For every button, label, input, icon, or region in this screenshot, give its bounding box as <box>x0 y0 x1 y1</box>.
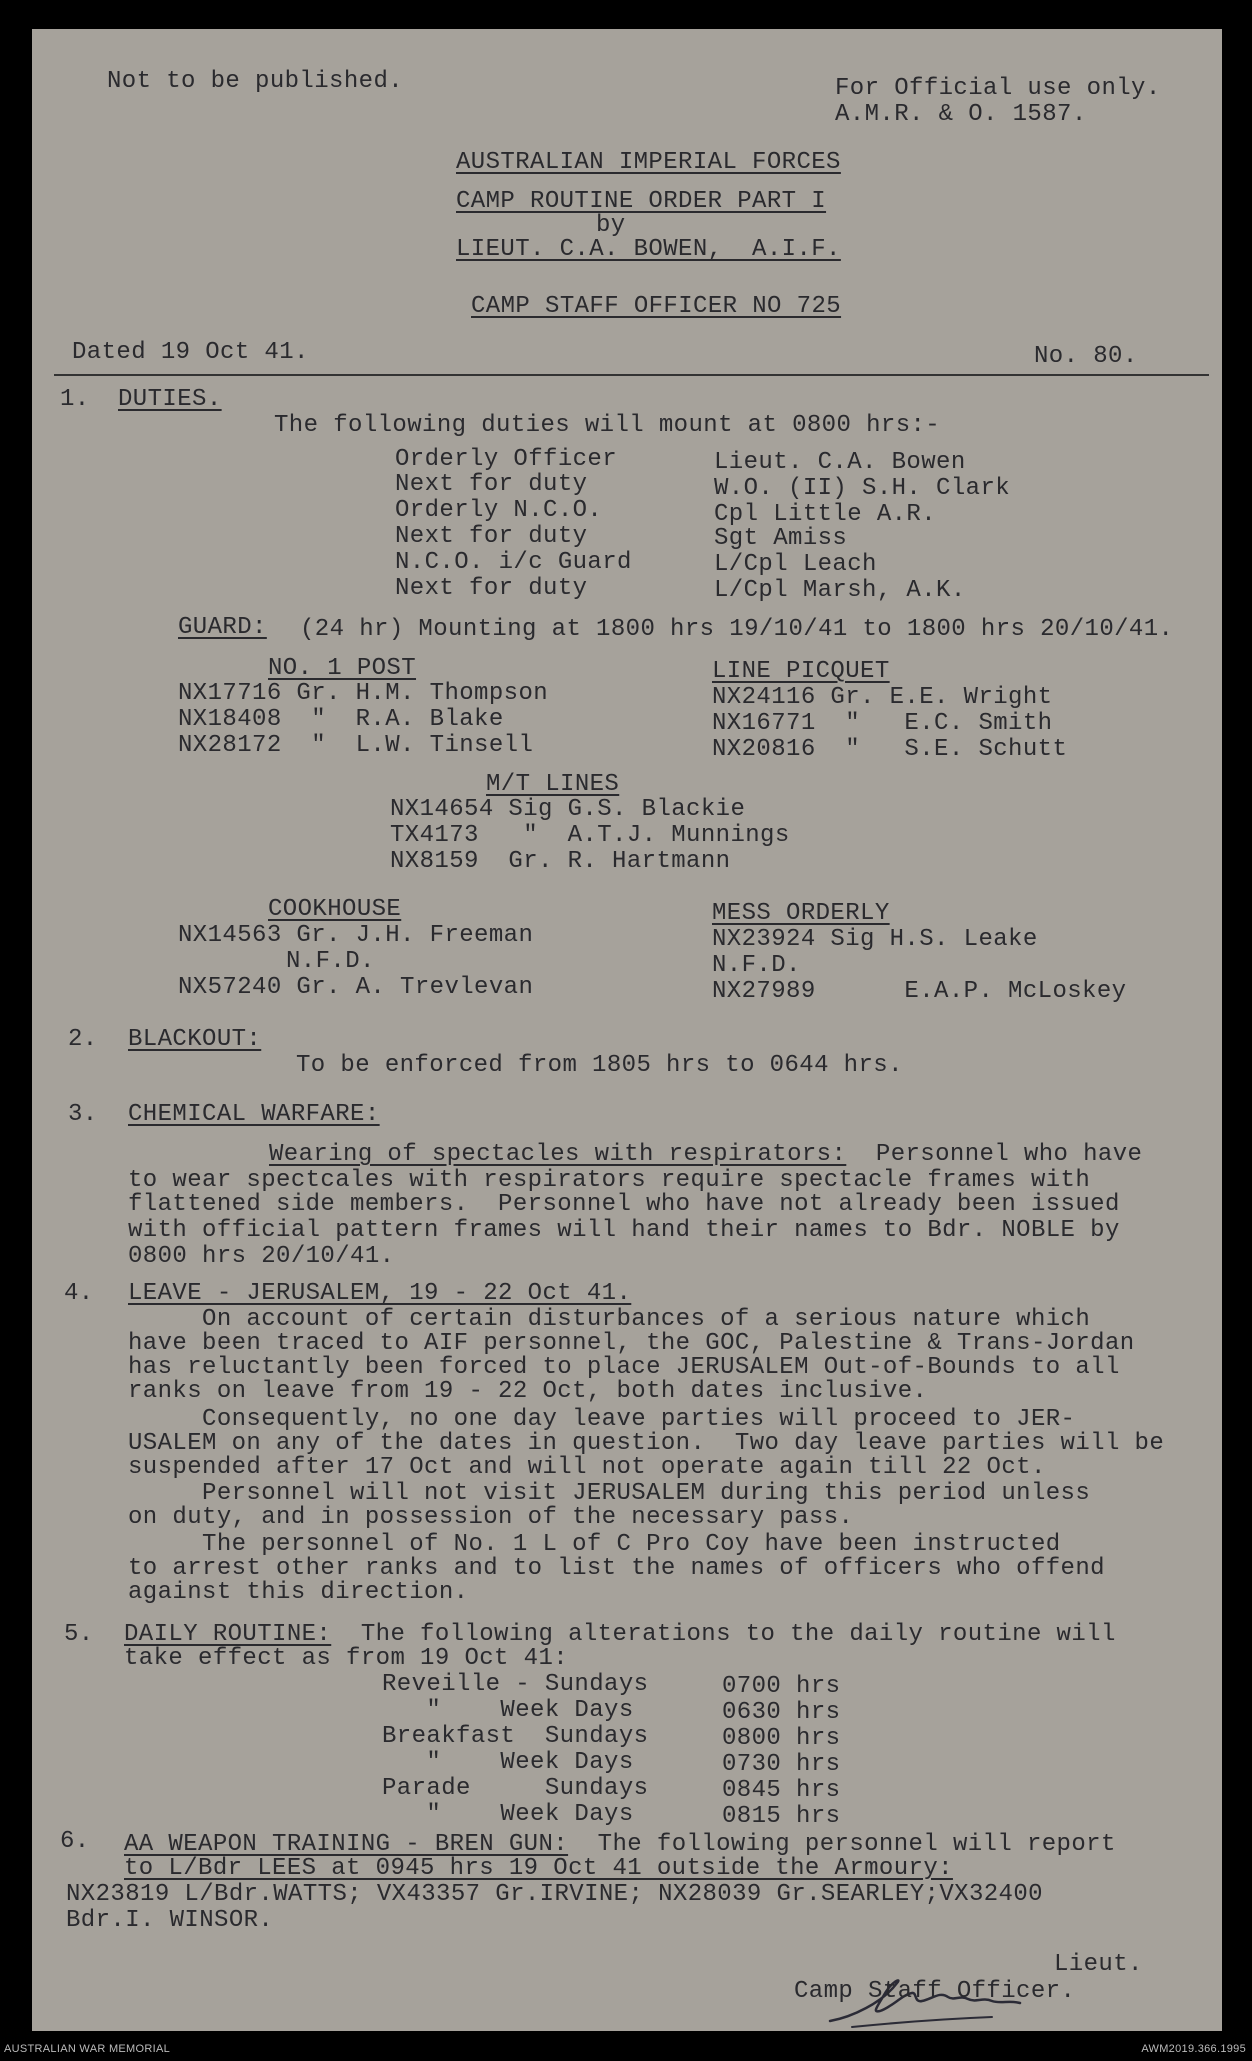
not-published-note: Not to be published. <box>107 68 404 95</box>
mt-lines-member: NX14654 Sig G.S. Blackie <box>390 796 746 823</box>
guard-text: (24 hr) Mounting at 1800 hrs 19/10/41 to 1800 hrs 20/10/41. <box>300 616 1174 643</box>
mess-orderly-member: NX27989 E.A.P. McLoskey <box>712 978 1127 1005</box>
chemical-text-line: flattened side members. Personnel who have not already been issued <box>128 1191 1120 1218</box>
leave-text-line: On account of certain disturbances of a serious nature which <box>128 1306 1091 1333</box>
duty-name: L/Cpl Leach <box>714 551 877 578</box>
document-page <box>32 29 1222 2031</box>
routine-time: 0815 hrs <box>722 1803 841 1830</box>
section-4-heading: LEAVE - JERUSALEM, 19 - 22 Oct 41. <box>128 1280 632 1307</box>
chemical-text-line: with official pattern frames will hand their names to Bdr. NOBLE by <box>128 1217 1120 1244</box>
title-forces: AUSTRALIAN IMPERIAL FORCES <box>456 149 841 176</box>
duty-name: L/Cpl Marsh, A.K. <box>714 577 966 604</box>
leave-text-line: The personnel of No. 1 L of C Pro Coy have been instructed <box>128 1531 1061 1558</box>
leave-text-line: Consequently, no one day leave parties will proceed to JER- <box>128 1406 1076 1433</box>
cookhouse-member: NX57240 Gr. A. Trevlevan <box>178 974 534 1001</box>
post-1-title: NO. 1 POST <box>268 655 417 682</box>
leave-text-line: Personnel will not visit JERUSALEM during this period unless <box>128 1480 1091 1507</box>
section-6-heading: AA WEAPON TRAINING - BREN GUN: <box>124 1831 569 1858</box>
official-use-note: For Official use only. <box>835 75 1161 102</box>
order-reference: A.M.R. & O. 1587. <box>835 101 1087 128</box>
header-rule <box>54 374 1209 376</box>
line-picquet-member: NX16771 " E.C. Smith <box>712 710 1053 737</box>
line-picquet-member: NX20816 " S.E. Schutt <box>712 736 1068 763</box>
duty-name: Sgt Amiss <box>714 525 848 552</box>
chemical-text-line: to wear spectcales with respirators require spectacle frames with <box>128 1167 1091 1194</box>
routine-time: 0845 hrs <box>722 1777 841 1804</box>
spectacles-line <box>269 1142 1142 1168</box>
duty-role: Next for duty <box>395 575 588 602</box>
guard-label: GUARD: <box>178 614 267 641</box>
signature-title: Camp Staff Officer. <box>794 1978 1076 2005</box>
mt-lines-member: NX8159 Gr. R. Hartmann <box>390 848 731 875</box>
leave-text-line: has reluctantly been forced to place JERUSALEM Out-of-Bounds to all <box>128 1354 1120 1381</box>
post-1-member: NX28172 " L.W. Tinsell <box>178 732 534 759</box>
routine-item: Parade Sundays <box>382 1775 679 1802</box>
routine-time: 0800 hrs <box>722 1725 841 1752</box>
section-1-number: 1. <box>60 386 90 413</box>
footer-archive-name: AUSTRALIAN WAR MEMORIAL <box>4 2043 171 2055</box>
mt-lines-member: TX4173 " A.T.J. Munnings <box>390 822 790 849</box>
blackout-text: To be enforced from 1805 hrs to 0644 hrs. <box>296 1052 903 1079</box>
title-officer: LIEUT. C.A. BOWEN, A.I.F. <box>456 236 841 263</box>
section-2-number: 2. <box>68 1026 98 1053</box>
section-5-number: 5. <box>64 1621 94 1648</box>
routine-time: 0730 hrs <box>722 1751 841 1778</box>
leave-text-line: against this direction. <box>128 1579 469 1606</box>
mt-lines-title: M/T LINES <box>486 771 620 798</box>
date-line: Dated 19 Oct 41. <box>72 339 309 366</box>
cookhouse-member: NX14563 Gr. J.H. Freeman <box>178 922 534 949</box>
duty-role: Next for duty <box>395 523 588 550</box>
section-2-heading: BLACKOUT: <box>128 1026 262 1053</box>
spectacles-subheading: Wearing of spectacles with respirators: <box>269 1141 847 1168</box>
duty-role: N.C.O. i/c Guard <box>395 549 632 576</box>
duty-role: Orderly Officer <box>395 446 618 473</box>
post-1-member: NX18408 " R.A. Blake <box>178 706 504 733</box>
chemical-text-line: 0800 hrs 20/10/41. <box>128 1243 395 1270</box>
leave-text-line: ranks on leave from 19 - 22 Oct, both dates inclusive. <box>128 1378 928 1405</box>
post-1-member: NX17716 Gr. H.M. Thompson <box>178 680 549 707</box>
duty-name: Cpl Little A.R. <box>714 501 937 528</box>
duty-role: Orderly N.C.O. <box>395 497 603 524</box>
mess-orderly-nfd: N.F.D. <box>712 952 801 979</box>
routine-item: " Week Days <box>382 1749 679 1776</box>
mess-orderly-member: NX23924 Sig H.S. Leake <box>712 926 1038 953</box>
section-4-number: 4. <box>64 1280 94 1307</box>
routine-item: " Week Days <box>382 1697 679 1724</box>
routine-item: Breakfast Sundays <box>382 1723 679 1750</box>
duty-name: Lieut. C.A. Bowen <box>714 449 966 476</box>
section-6-number: 6. <box>60 1828 90 1855</box>
title-staff-officer: CAMP STAFF OFFICER NO 725 <box>471 293 842 320</box>
footer-accession-number: AWM2019.366.1995 <box>1141 2043 1246 2055</box>
leave-text-line: USALEM on any of the dates in question. Two day leave parties will be <box>128 1430 1165 1457</box>
cookhouse-title: COOKHOUSE <box>268 896 402 923</box>
line-picquet-title: LINE PICQUET <box>712 658 890 685</box>
title-order: CAMP ROUTINE ORDER PART I <box>456 188 827 215</box>
leave-text-line: on duty, and in possession of the necessary pass. <box>128 1504 854 1531</box>
duty-name: W.O. (II) S.H. Clark <box>714 475 1011 502</box>
bren-gun-line-2: to L/Bdr LEES at 0945 hrs 19 Oct 41 outside the Armoury: <box>124 1855 953 1882</box>
routine-item: " Week Days <box>382 1801 679 1828</box>
daily-routine-rest: The following alterations to the daily routine will <box>331 1621 1116 1648</box>
duty-role: Next for duty <box>395 471 588 498</box>
mess-orderly-title: MESS ORDERLY <box>712 900 890 927</box>
section-5-heading: DAILY ROUTINE: <box>124 1621 332 1648</box>
bren-gun-personnel-cont: Bdr.I. WINSOR. <box>66 1907 274 1934</box>
bren-gun-rest: The following personnel will report <box>568 1831 1116 1858</box>
section-3-number: 3. <box>68 1101 98 1128</box>
bren-gun-personnel: NX23819 L/Bdr.WATTS; VX43357 Gr.IRVINE; NX28039 Gr.SEARLEY;VX32400 <box>66 1881 1043 1908</box>
routine-time: 0630 hrs <box>722 1699 841 1726</box>
daily-routine-line-2: take effect as from 19 Oct 41: <box>124 1645 569 1672</box>
leave-text-line: to arrest other ranks and to list the names of officers who offend <box>128 1555 1105 1582</box>
routine-item: Reveille - Sundays <box>382 1671 679 1698</box>
leave-text-line: suspended after 17 Oct and will not operate again till 22 Oct. <box>128 1454 1046 1481</box>
cookhouse-nfd: N.F.D. <box>286 948 375 975</box>
section-3-heading: CHEMICAL WARFARE: <box>128 1101 380 1128</box>
order-number: No. 80. <box>1034 343 1138 370</box>
signature-rank: Lieut. <box>1054 1951 1143 1978</box>
section-1-heading: DUTIES. <box>118 386 222 413</box>
duties-intro: The following duties will mount at 0800 hrs:- <box>274 412 941 439</box>
line-picquet-member: NX24116 Gr. E.E. Wright <box>712 684 1053 711</box>
title-by: by <box>596 212 626 239</box>
spectacles-line-rest: Personnel who have <box>846 1141 1143 1168</box>
routine-time: 0700 hrs <box>722 1673 841 1700</box>
leave-text-line: have been traced to AIF personnel, the GOC, Palestine & Trans-Jordan <box>128 1330 1135 1357</box>
